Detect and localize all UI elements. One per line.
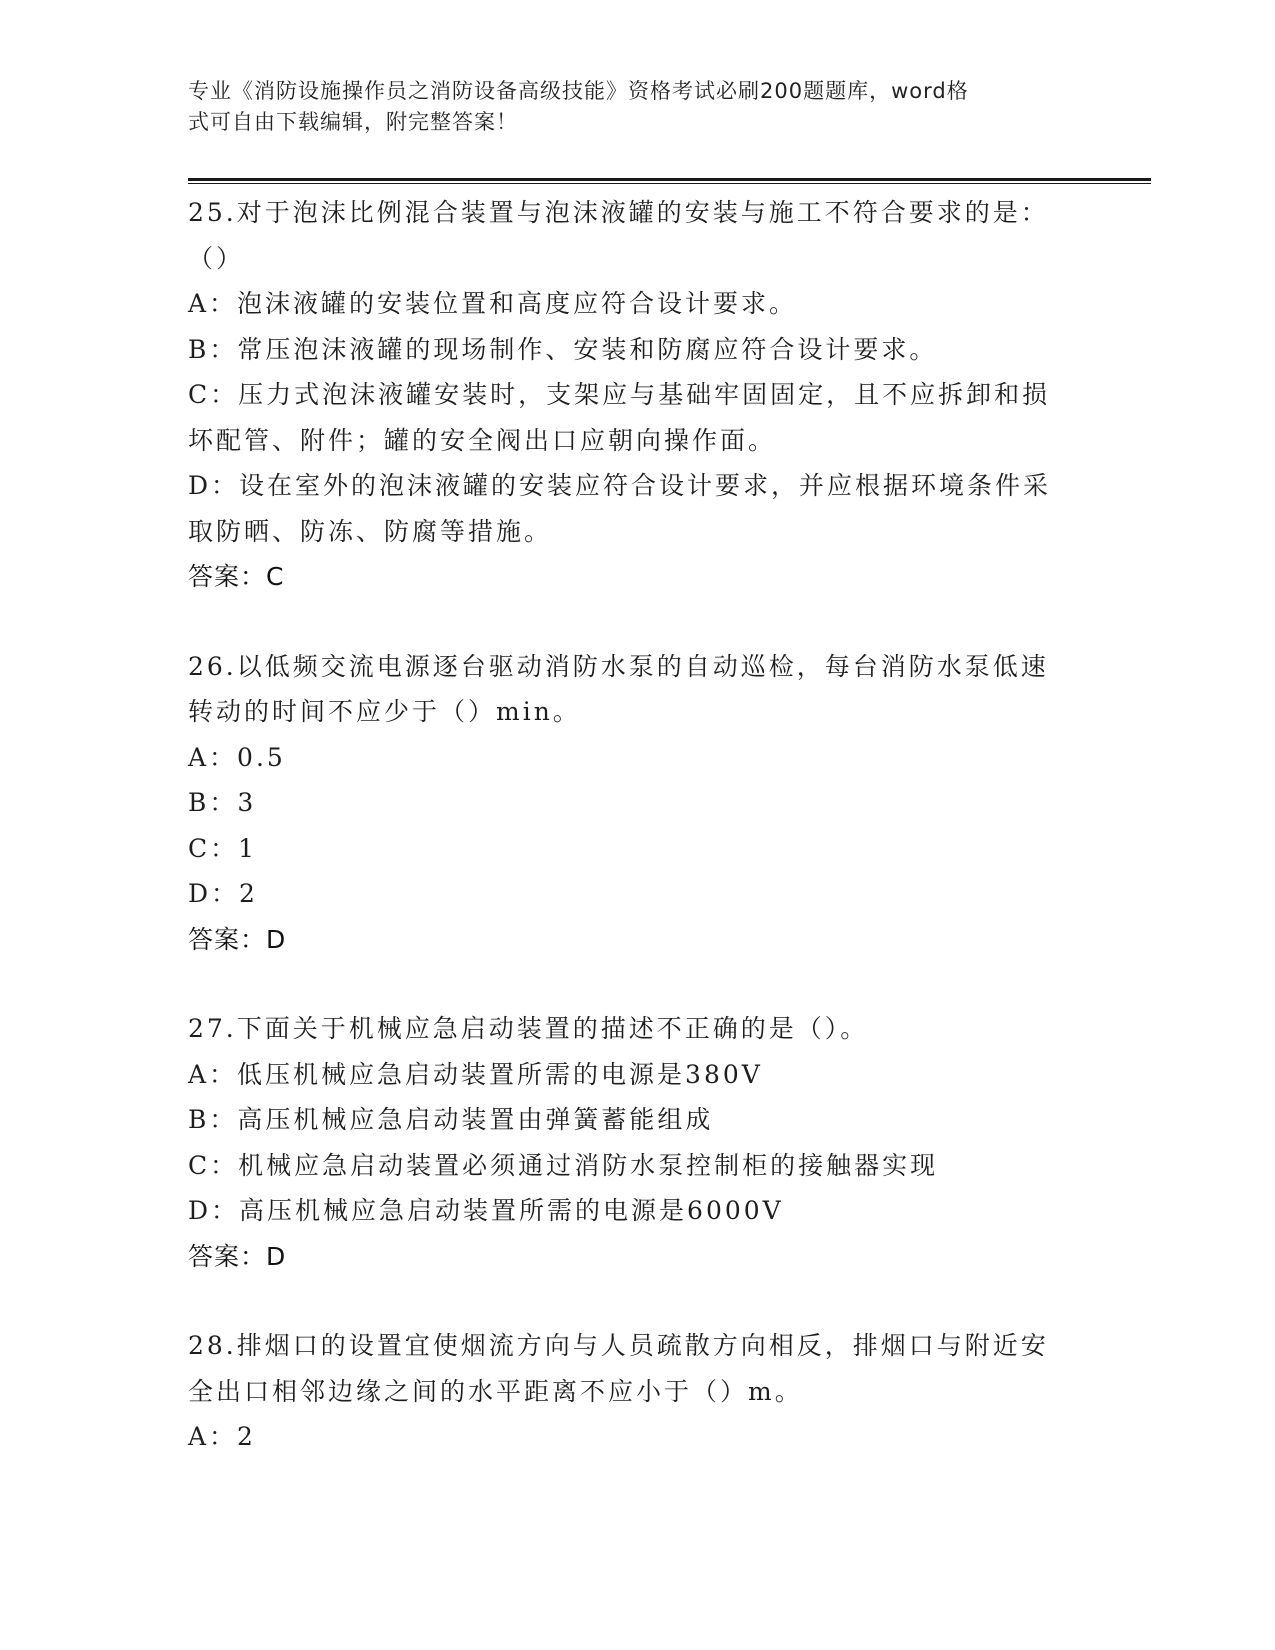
option-line: B：3 (188, 788, 257, 817)
answer-line: 答案：C (188, 562, 285, 591)
question-stem-line: 28.排烟口的设置宜使烟流方向与人员疏散方向相反，排烟口与附近安 (188, 1331, 1049, 1360)
question-stem-line: 转动的时间不应少于（）min。 (188, 697, 581, 726)
option-line: B：高压机械应急启动装置由弹簧蓄能组成 (188, 1105, 714, 1134)
option-line: C：1 (188, 833, 258, 863)
answer-line: 答案：D (188, 924, 287, 954)
option-line: C：压力式泡沫液罐安装时，支架应与基础牢固固定，且不应拆卸和损 (188, 380, 1051, 409)
question-item (188, 644, 1088, 963)
option-line: B：常压泡沫液罐的现场制作、安装和防腐应符合设计要求。 (188, 334, 938, 364)
question-list (188, 190, 1088, 1460)
option-line: D：高压机械应急启动装置所需的电源是6000V (188, 1196, 784, 1225)
option-line: A：泡沫液罐的安装位置和高度应符合设计要求。 (188, 289, 798, 318)
header-rule-thick (188, 178, 1151, 181)
option-line: C：机械应急启动装置必须通过消防水泵控制柜的接触器实现 (188, 1150, 939, 1180)
option-line: A：2 (188, 1422, 256, 1451)
answer-line: 答案：D (188, 1241, 287, 1271)
question-gap (188, 1279, 1088, 1323)
document-header (188, 76, 1068, 138)
question-stem-line: 全出口相邻边缘之间的水平距离不应小于（）m。 (188, 1376, 803, 1406)
question-stem-line: 25.对于泡沫比例混合装置与泡沫液罐的安装与施工不符合要求的是： (188, 198, 1049, 227)
option-line: A：低压机械应急启动装置所需的电源是380V (188, 1059, 763, 1089)
question-item (188, 1323, 1088, 1460)
option-line: A：0.5 (188, 742, 286, 772)
header-line-1: 专业《消防设施操作员之消防设备高级技能》资格考试必刷200题题库，word格 (188, 79, 969, 103)
question-gap (188, 962, 1088, 1006)
header-line-2: 式可自由下载编辑，附完整答案！ (188, 110, 518, 134)
question-stem-line: 26.以低频交流电源逐台驱动消防水泵的自动巡检，每台消防水泵低速 (188, 651, 1049, 681)
option-line: D：2 (188, 879, 258, 908)
option-line: D：设在室外的泡沫液罐的安装应符合设计要求，并应根据环境条件采 (188, 471, 1052, 500)
question-item (188, 190, 1088, 600)
question-item (188, 1006, 1088, 1279)
question-stem-line: 27.下面关于机械应急启动装置的描述不正确的是（）。 (188, 1014, 869, 1043)
option-line: 取防晒、防冻、防腐等措施。 (188, 516, 553, 546)
question-stem-line: （） (188, 243, 245, 273)
question-gap (188, 600, 1088, 644)
header-rule-thin (188, 183, 1151, 184)
option-line: 坏配管、附件；罐的安全阀出口应朝向操作面。 (188, 425, 777, 455)
